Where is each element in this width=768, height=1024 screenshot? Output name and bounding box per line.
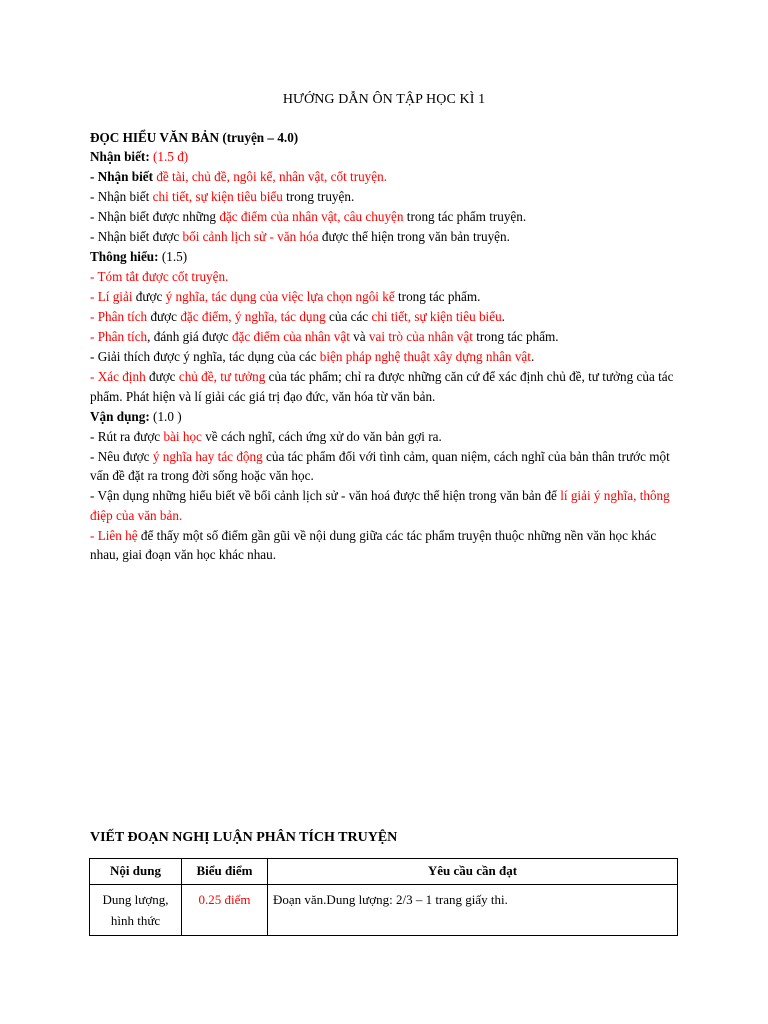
highlighted-text: biện pháp nghệ thuật xây dựng nhân vật [319, 349, 531, 365]
list-item [90, 486, 680, 525]
list-item [90, 526, 680, 565]
body-text: và [349, 329, 369, 345]
reading-section [90, 128, 680, 565]
cell-score: 0.25 điểm [182, 885, 268, 936]
rubric-header-row [90, 859, 678, 885]
highlighted-text: chi tiết, sự kiện tiêu biểu [371, 309, 502, 325]
body-text: về cách nghĩ, cách ứng xử do văn bản gợi ra. [201, 428, 442, 444]
list-item [90, 307, 680, 326]
highlighted-text: đề tài, chủ đề, ngôi kể, nhân vật, cốt truyện. [156, 169, 388, 185]
highlighted-text: - Xác định [90, 369, 146, 385]
highlighted-text: lí giải ý nghĩa, thông điệp của văn bản. [90, 488, 670, 523]
application-label: Vận dụng: [90, 408, 150, 424]
list-item [90, 447, 680, 486]
highlighted-text: bối cảnh lịch sử - văn hóa [182, 229, 319, 245]
body-text: trong tác phẩm truyện. [403, 209, 527, 225]
body-text: . [530, 349, 535, 365]
body-text: để thấy một số điểm gần gũi về nội dung giữa các tác phẩm truyện thuộc những nền văn học khác nhau, giai đoạn văn học khác nhau. [90, 527, 657, 563]
list-item [90, 347, 680, 366]
highlighted-text: - Tóm tắt được cốt truyện. [90, 269, 229, 285]
highlighted-text: - Lí giải [90, 289, 133, 305]
body-text: trong truyện. [282, 189, 355, 205]
body-text: - Nêu được [90, 448, 153, 464]
header-score: Biểu điểm [182, 859, 268, 885]
list-item [90, 167, 680, 186]
list-item [90, 227, 680, 246]
comprehension-list [90, 267, 680, 406]
recognition-score: (1.5 đ) [149, 149, 189, 165]
comprehension-label-line [90, 247, 680, 266]
list-item [90, 267, 680, 286]
highlighted-text: vai trò của nhân vật [368, 329, 473, 345]
body-text: - Nhận biết được những [90, 209, 220, 225]
rubric-table [89, 858, 678, 936]
body-text: - Nhận biết [90, 169, 157, 185]
header-requirement: Yêu cầu cần đạt [268, 859, 678, 885]
body-text: - Vận dụng những hiểu biết về bối cảnh lịch sử - văn hoá được thể hiện trong văn bản để [90, 488, 561, 504]
body-text: - Rút ra được [90, 428, 164, 444]
highlighted-text: đặc điểm của nhân vật [231, 329, 350, 345]
body-text: trong tác phẩm. [472, 329, 559, 345]
highlighted-text: - Phân tích [90, 309, 148, 325]
body-text: - Giải thích được ý nghĩa, tác dụng của các [90, 349, 320, 365]
list-item [90, 287, 680, 306]
highlighted-text: đặc điểm của nhân vật, câu chuyện [219, 209, 404, 225]
table-row [90, 885, 678, 936]
highlighted-text: ý nghĩa hay tác động [152, 448, 263, 464]
body-text: - Nhận biết được [90, 229, 183, 245]
header-content: Nội dung [90, 859, 182, 885]
highlighted-text: đặc điểm, ý nghĩa, tác dụng [180, 309, 326, 325]
body-text: của các [325, 309, 372, 325]
application-list [90, 427, 680, 565]
cell-requirement: Đoạn văn.Dung lượng: 2/3 – 1 trang giấy thi. [268, 885, 678, 936]
cell-content: Dung lượng, hình thức [90, 885, 182, 936]
comprehension-label: Thông hiểu: [90, 249, 159, 265]
list-item [90, 367, 680, 406]
list-item [90, 187, 680, 206]
highlighted-text: ý nghĩa, tác dụng của việc lựa chọn ngôi kể [165, 289, 395, 305]
body-text: được thể hiện trong văn bản truyện. [318, 229, 510, 245]
body-text: trong tác phẩm. [394, 289, 481, 305]
body-text: được [147, 309, 181, 325]
highlighted-text: chủ đề, tư tưởng [178, 369, 266, 385]
writing-heading: VIẾT ĐOẠN NGHỊ LUẬN PHÂN TÍCH TRUYỆN [90, 830, 398, 845]
reading-heading: ĐỌC HIỂU VĂN BẢN (truyện – 4.0) [90, 130, 299, 145]
body-text: . [501, 309, 505, 325]
highlighted-text: chi tiết, sự kiện tiêu biểu [152, 189, 283, 205]
recognition-label: Nhận biết: [90, 149, 150, 165]
body-text: của tác phẩm đối với tình cảm, quan niệm, cách nghĩ của bản thân trước một vấn đề đặt ra trong đời sống hoặc văn học. [90, 448, 670, 484]
body-text: , đánh giá được [147, 329, 232, 345]
body-text: - Nhận biết [90, 189, 153, 205]
recognition-list [90, 167, 680, 246]
body-text: của tác phẩm; chỉ ra được những căn cứ để xác định chủ đề, tư tưởng của tác phẩm. Phát hiện và lí giải các giá trị đạo đức, văn hóa từ văn bản. [90, 369, 674, 404]
list-item [90, 207, 680, 226]
list-item [90, 427, 680, 446]
recognition-label-line [90, 147, 680, 166]
list-item [90, 327, 680, 346]
highlighted-text: bài học [163, 428, 202, 444]
body-text: được [132, 289, 166, 305]
highlighted-text: - Liên hệ [90, 527, 138, 543]
application-score: (1.0 ) [149, 408, 182, 424]
comprehension-score: (1.5) [158, 249, 188, 265]
body-text: được [145, 369, 179, 385]
highlighted-text: - Phân tích [90, 329, 148, 345]
application-label-line [90, 407, 680, 426]
page-title: HƯỚNG DẪN ÔN TẬP HỌC KÌ 1 [282, 92, 486, 107]
